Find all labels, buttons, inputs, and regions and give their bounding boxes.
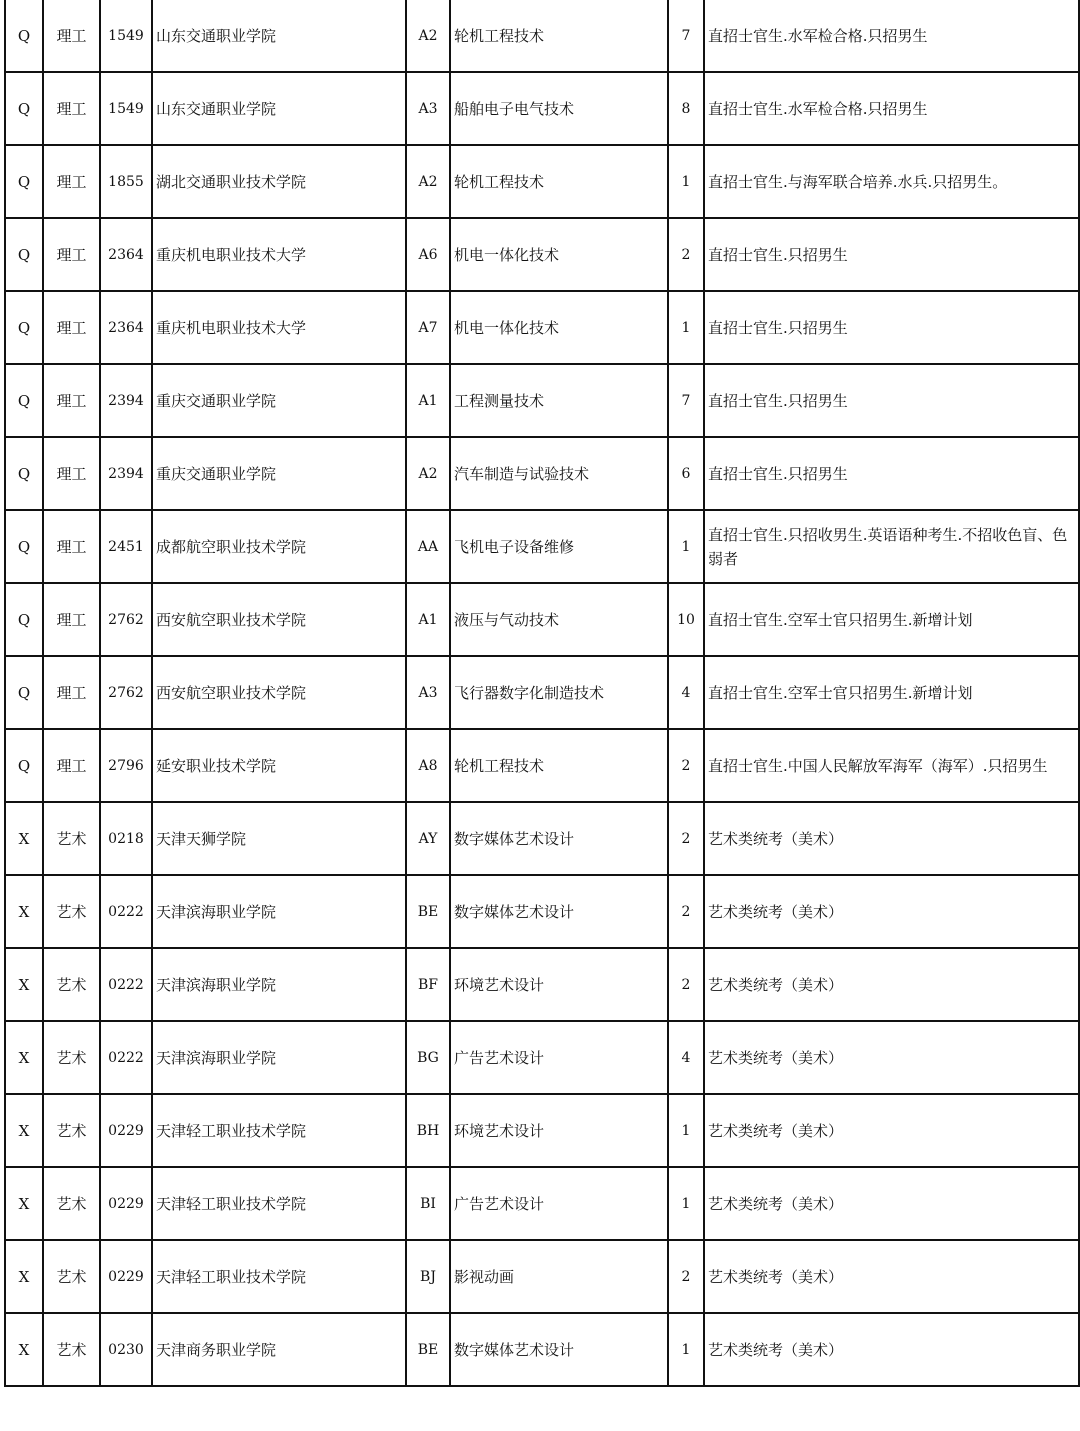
- plan-count-cell: 1: [668, 145, 704, 218]
- table-row: [5, 802, 1079, 875]
- subject-cell: 理工: [43, 145, 100, 218]
- plan-count-cell: 4: [668, 1021, 704, 1094]
- table-row: [5, 218, 1079, 291]
- school-name-cell: 天津天狮学院: [152, 802, 406, 875]
- admission-plan-table: [4, 0, 1080, 1387]
- major-name-cell: 船舶电子电气技术: [450, 72, 668, 145]
- school-code-cell: 0222: [100, 948, 152, 1021]
- school-name-cell: 天津轻工职业技术学院: [152, 1240, 406, 1313]
- remark-cell: 艺术类统考（美术）: [704, 1313, 1079, 1386]
- category-cell: Q: [5, 145, 43, 218]
- remark-cell: 直招士官生.只招收男生.英语语种考生.不招收色盲、色弱者: [704, 510, 1079, 583]
- category-cell: X: [5, 875, 43, 948]
- school-name-cell: 湖北交通职业技术学院: [152, 145, 406, 218]
- school-name-cell: 西安航空职业技术学院: [152, 583, 406, 656]
- subject-cell: 理工: [43, 72, 100, 145]
- major-code-cell: AA: [406, 510, 450, 583]
- major-name-cell: 影视动画: [450, 1240, 668, 1313]
- plan-count-cell: 1: [668, 1313, 704, 1386]
- major-code-cell: AY: [406, 802, 450, 875]
- remark-cell: 艺术类统考（美术）: [704, 875, 1079, 948]
- major-code-cell: A8: [406, 729, 450, 802]
- school-name-cell: 重庆交通职业学院: [152, 437, 406, 510]
- remark-cell: 直招士官生.空军士官只招男生.新增计划: [704, 583, 1079, 656]
- category-cell: Q: [5, 729, 43, 802]
- subject-cell: 艺术: [43, 1021, 100, 1094]
- table-row: [5, 72, 1079, 145]
- major-name-cell: 液压与气动技术: [450, 583, 668, 656]
- school-code-cell: 2796: [100, 729, 152, 802]
- school-code-cell: 1549: [100, 72, 152, 145]
- category-cell: X: [5, 1313, 43, 1386]
- school-code-cell: 0222: [100, 1021, 152, 1094]
- category-cell: X: [5, 802, 43, 875]
- table-row: [5, 510, 1079, 583]
- category-cell: Q: [5, 0, 43, 72]
- subject-cell: 艺术: [43, 875, 100, 948]
- plan-count-cell: 10: [668, 583, 704, 656]
- major-name-cell: 数字媒体艺术设计: [450, 875, 668, 948]
- major-name-cell: 工程测量技术: [450, 364, 668, 437]
- school-name-cell: 天津滨海职业学院: [152, 875, 406, 948]
- remark-cell: 艺术类统考（美术）: [704, 802, 1079, 875]
- plan-count-cell: 2: [668, 729, 704, 802]
- plan-count-cell: 7: [668, 364, 704, 437]
- major-code-cell: BF: [406, 948, 450, 1021]
- plan-count-cell: 2: [668, 875, 704, 948]
- school-code-cell: 2364: [100, 218, 152, 291]
- category-cell: Q: [5, 510, 43, 583]
- subject-cell: 艺术: [43, 802, 100, 875]
- major-name-cell: 广告艺术设计: [450, 1167, 668, 1240]
- plan-count-cell: 2: [668, 218, 704, 291]
- major-name-cell: 环境艺术设计: [450, 948, 668, 1021]
- major-code-cell: A3: [406, 72, 450, 145]
- plan-count-cell: 7: [668, 0, 704, 72]
- school-code-cell: 0222: [100, 875, 152, 948]
- school-name-cell: 重庆机电职业技术大学: [152, 218, 406, 291]
- table-row: [5, 948, 1079, 1021]
- school-name-cell: 西安航空职业技术学院: [152, 656, 406, 729]
- major-name-cell: 数字媒体艺术设计: [450, 802, 668, 875]
- table-row: [5, 364, 1079, 437]
- category-cell: Q: [5, 72, 43, 145]
- category-cell: X: [5, 1240, 43, 1313]
- major-code-cell: BJ: [406, 1240, 450, 1313]
- plan-count-cell: 8: [668, 72, 704, 145]
- subject-cell: 艺术: [43, 948, 100, 1021]
- plan-count-cell: 1: [668, 510, 704, 583]
- school-name-cell: 天津滨海职业学院: [152, 1021, 406, 1094]
- category-cell: Q: [5, 437, 43, 510]
- plan-count-cell: 2: [668, 802, 704, 875]
- school-name-cell: 成都航空职业技术学院: [152, 510, 406, 583]
- plan-count-cell: 2: [668, 1240, 704, 1313]
- subject-cell: 艺术: [43, 1240, 100, 1313]
- school-code-cell: 2762: [100, 583, 152, 656]
- major-name-cell: 广告艺术设计: [450, 1021, 668, 1094]
- school-name-cell: 天津滨海职业学院: [152, 948, 406, 1021]
- major-name-cell: 机电一体化技术: [450, 291, 668, 364]
- major-code-cell: A2: [406, 145, 450, 218]
- school-code-cell: 2762: [100, 656, 152, 729]
- category-cell: X: [5, 1167, 43, 1240]
- major-name-cell: 轮机工程技术: [450, 0, 668, 72]
- major-code-cell: BI: [406, 1167, 450, 1240]
- major-code-cell: A2: [406, 437, 450, 510]
- remark-cell: 艺术类统考（美术）: [704, 1167, 1079, 1240]
- major-code-cell: A6: [406, 218, 450, 291]
- plan-count-cell: 4: [668, 656, 704, 729]
- school-code-cell: 2394: [100, 437, 152, 510]
- remark-cell: 艺术类统考（美术）: [704, 1240, 1079, 1313]
- remark-cell: 直招士官生.只招男生: [704, 437, 1079, 510]
- school-code-cell: 0229: [100, 1167, 152, 1240]
- plan-count-cell: 1: [668, 291, 704, 364]
- school-name-cell: 延安职业技术学院: [152, 729, 406, 802]
- major-name-cell: 飞机电子设备维修: [450, 510, 668, 583]
- major-code-cell: BG: [406, 1021, 450, 1094]
- school-code-cell: 0229: [100, 1240, 152, 1313]
- school-name-cell: 山东交通职业学院: [152, 0, 406, 72]
- plan-count-cell: 2: [668, 948, 704, 1021]
- subject-cell: 艺术: [43, 1167, 100, 1240]
- major-name-cell: 机电一体化技术: [450, 218, 668, 291]
- table-row: [5, 145, 1079, 218]
- plan-count-cell: 6: [668, 437, 704, 510]
- school-code-cell: 0230: [100, 1313, 152, 1386]
- major-code-cell: A1: [406, 583, 450, 656]
- table-row: [5, 1167, 1079, 1240]
- school-name-cell: 山东交通职业学院: [152, 72, 406, 145]
- major-name-cell: 飞行器数字化制造技术: [450, 656, 668, 729]
- category-cell: Q: [5, 364, 43, 437]
- plan-count-cell: 1: [668, 1094, 704, 1167]
- school-code-cell: 1855: [100, 145, 152, 218]
- major-name-cell: 数字媒体艺术设计: [450, 1313, 668, 1386]
- major-name-cell: 环境艺术设计: [450, 1094, 668, 1167]
- school-name-cell: 重庆机电职业技术大学: [152, 291, 406, 364]
- admission-plan-page: [4, 0, 1078, 1431]
- category-cell: Q: [5, 218, 43, 291]
- major-name-cell: 轮机工程技术: [450, 145, 668, 218]
- school-name-cell: 天津轻工职业技术学院: [152, 1094, 406, 1167]
- remark-cell: 艺术类统考（美术）: [704, 1094, 1079, 1167]
- subject-cell: 理工: [43, 656, 100, 729]
- subject-cell: 理工: [43, 510, 100, 583]
- major-code-cell: BH: [406, 1094, 450, 1167]
- remark-cell: 直招士官生.与海军联合培养.水兵.只招男生。: [704, 145, 1079, 218]
- school-code-cell: 2394: [100, 364, 152, 437]
- major-code-cell: A7: [406, 291, 450, 364]
- subject-cell: 理工: [43, 291, 100, 364]
- table-row: [5, 0, 1079, 72]
- subject-cell: 理工: [43, 583, 100, 656]
- school-name-cell: 重庆交通职业学院: [152, 364, 406, 437]
- remark-cell: 直招士官生.中国人民解放军海军（海军）.只招男生: [704, 729, 1079, 802]
- remark-cell: 艺术类统考（美术）: [704, 1021, 1079, 1094]
- school-code-cell: 2451: [100, 510, 152, 583]
- school-name-cell: 天津商务职业学院: [152, 1313, 406, 1386]
- subject-cell: 理工: [43, 364, 100, 437]
- remark-cell: 直招士官生.只招男生: [704, 218, 1079, 291]
- major-code-cell: BE: [406, 875, 450, 948]
- plan-count-cell: 1: [668, 1167, 704, 1240]
- category-cell: Q: [5, 583, 43, 656]
- table-body: [5, 0, 1079, 1386]
- major-code-cell: BE: [406, 1313, 450, 1386]
- remark-cell: 直招士官生.水军检合格.只招男生: [704, 72, 1079, 145]
- school-code-cell: 1549: [100, 0, 152, 72]
- table-row: [5, 875, 1079, 948]
- remark-cell: 直招士官生.只招男生: [704, 291, 1079, 364]
- subject-cell: 艺术: [43, 1313, 100, 1386]
- school-code-cell: 2364: [100, 291, 152, 364]
- remark-cell: 直招士官生.水军检合格.只招男生: [704, 0, 1079, 72]
- subject-cell: 理工: [43, 729, 100, 802]
- remark-cell: 艺术类统考（美术）: [704, 948, 1079, 1021]
- table-row: [5, 729, 1079, 802]
- major-code-cell: A1: [406, 364, 450, 437]
- category-cell: X: [5, 1021, 43, 1094]
- school-code-cell: 0229: [100, 1094, 152, 1167]
- major-code-cell: A2: [406, 0, 450, 72]
- category-cell: X: [5, 1094, 43, 1167]
- table-row: [5, 291, 1079, 364]
- table-row: [5, 1021, 1079, 1094]
- remark-cell: 直招士官生.空军士官只招男生.新增计划: [704, 656, 1079, 729]
- table-row: [5, 437, 1079, 510]
- table-row: [5, 1240, 1079, 1313]
- school-code-cell: 0218: [100, 802, 152, 875]
- subject-cell: 理工: [43, 0, 100, 72]
- category-cell: X: [5, 948, 43, 1021]
- table-row: [5, 583, 1079, 656]
- table-row: [5, 656, 1079, 729]
- table-row: [5, 1094, 1079, 1167]
- subject-cell: 艺术: [43, 1094, 100, 1167]
- subject-cell: 理工: [43, 437, 100, 510]
- major-code-cell: A3: [406, 656, 450, 729]
- category-cell: Q: [5, 656, 43, 729]
- table-row: [5, 1313, 1079, 1386]
- remark-cell: 直招士官生.只招男生: [704, 364, 1079, 437]
- school-name-cell: 天津轻工职业技术学院: [152, 1167, 406, 1240]
- subject-cell: 理工: [43, 218, 100, 291]
- major-name-cell: 轮机工程技术: [450, 729, 668, 802]
- major-name-cell: 汽车制造与试验技术: [450, 437, 668, 510]
- category-cell: Q: [5, 291, 43, 364]
